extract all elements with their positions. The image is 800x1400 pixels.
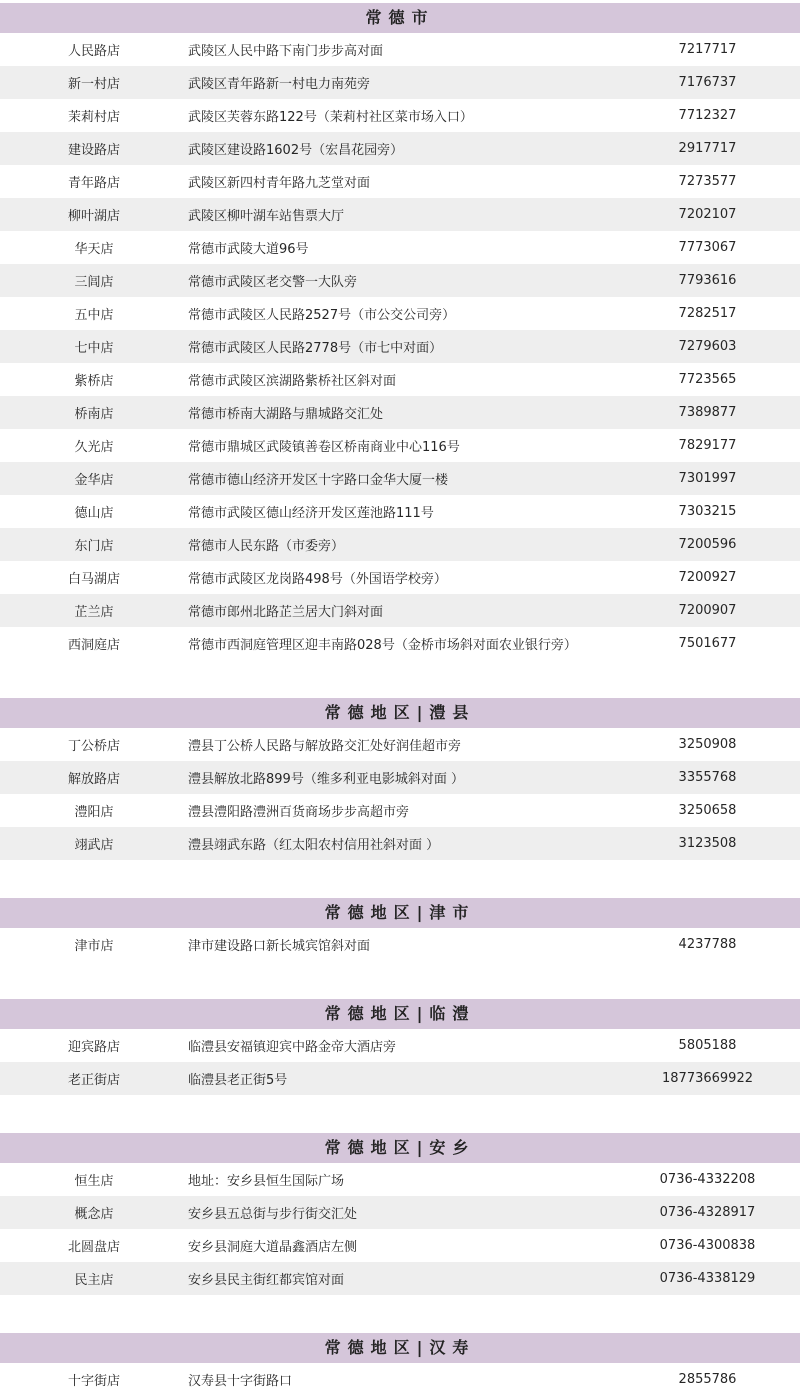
store-phone-cell: 7200927 [678,570,737,585]
store-name-cell: 东门店 [74,539,114,554]
store-address-cell: 常德市郎州北路芷兰居大门斜对面 [188,605,384,620]
store-phone-cell: 3250908 [678,737,737,752]
store-address-cell: 常德市桥南大湖路与鼎城路交汇处 [188,407,384,422]
store-address-cell: 常德市武陵区人民路2527号（市公交公司旁） [188,308,456,323]
table-row [0,1029,800,1062]
store-name-cell: 紫桥店 [74,374,114,389]
store-address-cell: 临澧县老正街5号 [188,1073,288,1088]
store-name-cell: 翊武店 [74,838,114,853]
store-name-cell: 茉莉村店 [67,110,120,125]
table-row [0,794,800,827]
store-name-cell: 德山店 [74,506,114,521]
store-section [0,999,800,1095]
table-row [0,561,800,594]
store-name-cell: 华天店 [74,242,114,257]
section-rows [0,728,800,860]
store-address-cell: 常德市武陵区德山经济开发区莲池路111号 [188,506,434,521]
store-name-cell: 青年路店 [67,176,120,191]
table-row [0,33,800,66]
section-rows [0,928,800,961]
store-name-cell: 民主店 [74,1273,114,1288]
store-name-cell: 白马湖店 [67,572,120,587]
store-phone-cell: 7501677 [678,636,737,651]
store-name-cell: 芷兰店 [74,605,114,620]
section-header: 常德地区|澧县 [0,698,800,728]
store-address-cell: 安乡县民主街红都宾馆对面 [188,1273,345,1288]
table-row [0,761,800,794]
store-phone-cell: 3123508 [678,836,737,851]
store-address-cell: 武陵区人民中路下南门步步高对面 [188,44,384,59]
store-address-cell: 汉寿县十字街路口 [188,1374,293,1389]
store-phone-cell: 2855786 [678,1372,737,1387]
section-header: 常德地区|临澧 [0,999,800,1029]
store-name-cell: 澧阳店 [74,805,114,820]
section-header: 常德地区|安乡 [0,1133,800,1163]
table-row [0,1262,800,1295]
table-row [0,330,800,363]
store-section [0,1133,800,1295]
store-address-cell: 武陵区柳叶湖车站售票大厅 [188,209,345,224]
store-phone-cell: 3250658 [678,803,737,818]
store-phone-cell: 7773067 [678,240,737,255]
store-phone-cell: 7389877 [678,405,737,420]
store-section [0,898,800,961]
store-address-cell: 常德市人民东路（市委旁） [188,539,345,554]
store-address-cell: 澧县解放北路899号（维多利亚电影城斜对面 ） [188,772,464,787]
store-phone-cell: 7279603 [678,339,737,354]
store-phone-cell: 5805188 [678,1038,737,1053]
store-address-cell: 常德市武陵大道96号 [188,242,309,257]
store-address-cell: 武陵区新四村青年路九芝堂对面 [188,176,371,191]
store-name-cell: 解放路店 [67,772,120,787]
store-address-cell: 安乡县洞庭大道晶鑫酒店左侧 [188,1240,358,1255]
store-address-cell: 武陵区芙蓉东路122号（茉莉村社区菜市场入口） [188,110,473,125]
store-phone-cell: 7829177 [678,438,737,453]
store-address-cell: 常德市武陵区滨湖路紫桥社区斜对面 [188,374,397,389]
store-phone-cell: 7723565 [678,372,737,387]
table-row [0,1229,800,1262]
store-name-cell: 新一村店 [67,77,120,92]
store-address-cell: 澧县翊武东路（红太阳农村信用社斜对面 ） [188,838,440,853]
store-phone-cell: 7200907 [678,603,737,618]
store-section [0,698,800,860]
store-phone-cell: 0736-4332208 [659,1172,756,1187]
section-header: 常德地区|津市 [0,898,800,928]
store-phone-cell: 7793616 [678,273,737,288]
table-row [0,429,800,462]
store-address-cell: 常德市德山经济开发区十字路口金华大厦一楼 [188,473,449,488]
table-row [0,528,800,561]
store-phone-cell: 3355768 [678,770,737,785]
section-rows [0,1363,800,1396]
table-row [0,1062,800,1095]
store-address-cell: 常德市西洞庭管理区迎丰南路028号（金桥市场斜对面农业银行旁） [188,638,577,653]
store-phone-cell: 7176737 [678,75,737,90]
section-rows [0,1029,800,1095]
store-name-cell: 十字街店 [67,1374,120,1389]
section-header: 常德地区|汉寿 [0,1333,800,1363]
store-name-cell: 概念店 [74,1207,114,1222]
table-row [0,928,800,961]
store-phone-cell: 0736-4338129 [659,1271,756,1286]
table-row [0,99,800,132]
table-row [0,594,800,627]
table-row [0,165,800,198]
table-row [0,827,800,860]
store-phone-cell: 18773669922 [662,1071,753,1086]
store-name-cell: 人民路店 [67,44,120,59]
store-name-cell: 建设路店 [67,143,120,158]
section-header: 常德市 [0,3,800,33]
store-phone-cell: 2917717 [678,141,737,156]
table-row [0,627,800,660]
store-address-cell: 地址：安乡县恒生国际广场 [188,1174,345,1189]
table-row [0,198,800,231]
store-phone-cell: 7282517 [678,306,737,321]
store-phone-cell: 7273577 [678,174,737,189]
table-row [0,462,800,495]
store-name-cell: 西洞庭店 [67,638,120,653]
store-address-cell: 常德市武陵区人民路2778号（市七中对面） [188,341,443,356]
store-phone-cell: 0736-4328917 [659,1205,756,1220]
store-name-cell: 老正街店 [67,1073,120,1088]
store-phone-cell: 0736-4300838 [659,1238,756,1253]
table-row [0,1163,800,1196]
store-name-cell: 恒生店 [74,1174,114,1189]
table-row [0,396,800,429]
table-row [0,297,800,330]
store-name-cell: 柳叶湖店 [67,209,120,224]
store-address-cell: 常德市武陵区老交警一大队旁 [188,275,358,290]
store-name-cell: 三闾店 [74,275,114,290]
table-row [0,1363,800,1396]
table-row [0,231,800,264]
store-phone-cell: 7202107 [678,207,737,222]
table-row [0,495,800,528]
store-phone-cell: 4237788 [678,937,737,952]
store-address-cell: 临澧县安福镇迎宾中路金帝大酒店旁 [188,1040,397,1055]
store-phone-cell: 7200596 [678,537,737,552]
store-name-cell: 七中店 [74,341,114,356]
table-row [0,728,800,761]
store-name-cell: 桥南店 [74,407,114,422]
store-phone-cell: 7712327 [678,108,737,123]
store-name-cell: 津市店 [74,939,114,954]
store-name-cell: 五中店 [74,308,114,323]
store-address-cell: 武陵区建设路1602号（宏昌花园旁） [188,143,404,158]
store-address-cell: 常德市武陵区龙岗路498号（外国语学校旁） [188,572,447,587]
store-address-cell: 安乡县五总街与步行街交汇处 [188,1207,358,1222]
store-name-cell: 迎宾路店 [67,1040,120,1055]
store-section [0,3,800,660]
store-phone-cell: 7217717 [678,42,737,57]
store-section [0,1333,800,1396]
store-name-cell: 丁公桥店 [67,739,120,754]
store-phone-cell: 7301997 [678,471,737,486]
section-rows [0,33,800,660]
table-row [0,66,800,99]
store-name-cell: 金华店 [74,473,114,488]
table-row [0,1196,800,1229]
store-address-cell: 津市建设路口新长城宾馆斜对面 [188,939,371,954]
section-rows [0,1163,800,1295]
store-name-cell: 北圆盘店 [67,1240,120,1255]
table-row [0,363,800,396]
store-address-cell: 澧县丁公桥人民路与解放路交汇处好润佳超市旁 [188,739,462,754]
store-name-cell: 久光店 [74,440,114,455]
store-phone-cell: 7303215 [678,504,737,519]
store-address-cell: 常德市鼎城区武陵镇善卷区桥南商业中心116号 [188,440,460,455]
store-address-cell: 澧县澧阳路澧洲百货商场步步高超市旁 [188,805,410,820]
table-row [0,132,800,165]
table-row [0,264,800,297]
store-address-cell: 武陵区青年路新一村电力南苑旁 [188,77,371,92]
